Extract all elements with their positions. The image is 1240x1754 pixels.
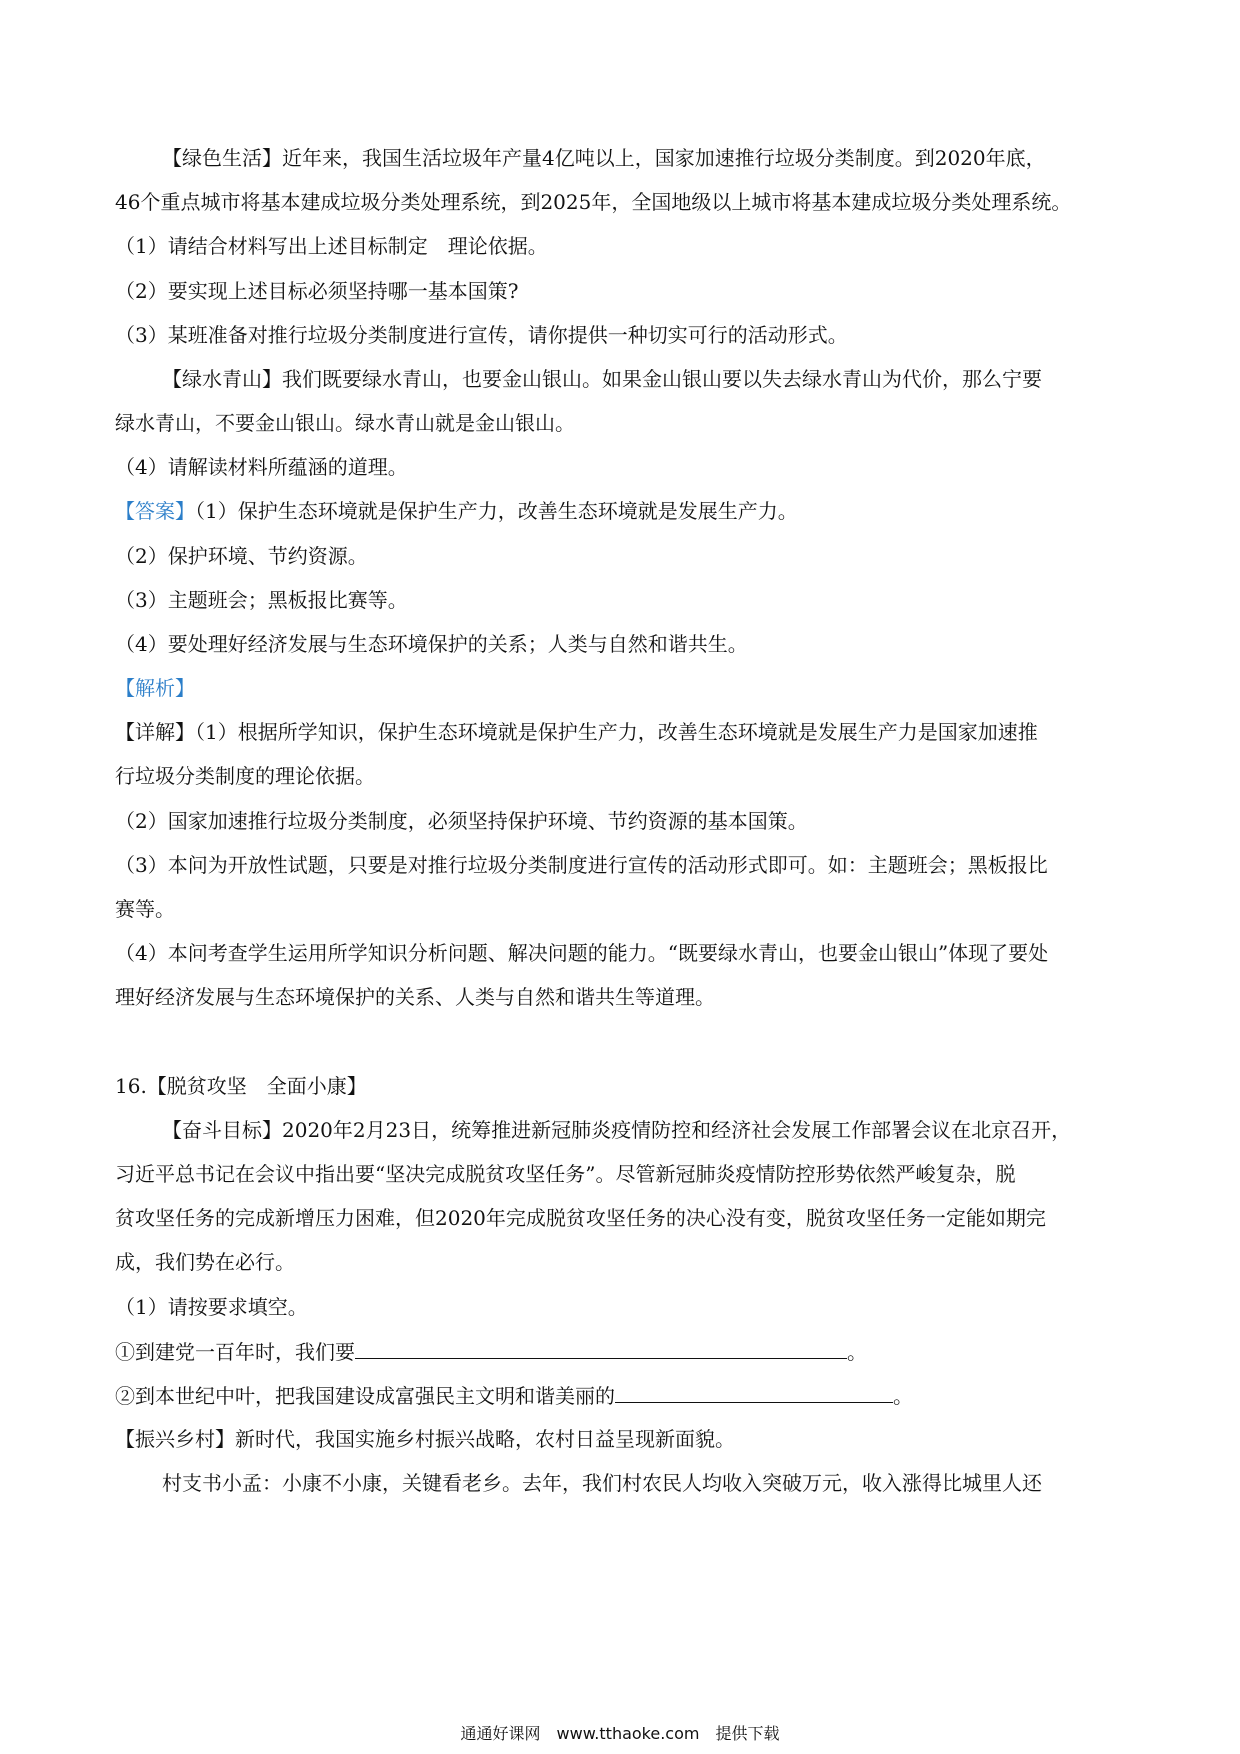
question-3: （3）某班准备对推行垃圾分类制度进行宣传，请你提供一种切实可行的活动形式。 (115, 323, 848, 347)
answer-4: （4）要处理好经济发展与生态环境保护的关系；人类与自然和谐共生。 (115, 632, 748, 656)
fill-1-blank[interactable] (355, 1336, 847, 1359)
detail-3-line-2: 赛等。 (115, 897, 175, 921)
answer-1-text: （1）保护生态环境就是保护生产力，改善生态环境就是发展生产力。 (195, 499, 798, 523)
goal-paragraph-line-4: 成，我们势在必行。 (115, 1250, 295, 1274)
fill-item-1 (115, 1336, 1130, 1367)
green-mountain-paragraph-line-2: 绿水青山，不要金山银山。绿水青山就是金山银山。 (115, 411, 575, 435)
detail-2: （2）国家加速推行垃圾分类制度，必须坚持保护环境、节约资源的基本国策。 (115, 809, 808, 833)
goal-paragraph-line-3: 贫攻坚任务的完成新增压力困难，但2020年完成脱贫攻坚任务的决心没有变，脱贫攻坚任务一定能如期完 (115, 1206, 1046, 1230)
detail-1-line-2: 行垃圾分类制度的理论依据。 (115, 764, 375, 788)
fill-1-prefix: ①到建党一百年时，我们要 (115, 1340, 355, 1364)
answer-line-1 (115, 496, 1130, 526)
green-life-paragraph-line-2: 46个重点城市将基本建成垃圾分类处理系统，到2025年，全国地级以上城市将基本建成垃圾分类处理系统。 (115, 190, 1072, 214)
goal-paragraph-line-1: 【奋斗目标】2020年2月23日，统筹推进新冠肺炎疫情防控和经济社会发展工作部署会议在北京召开， (162, 1118, 1072, 1142)
fill-1-suffix: 。 (847, 1340, 867, 1364)
detail-1-line-1: 【详解】（1）根据所学知识，保护生态环境就是保护生产力，改善生态环境就是发展生产力是国家加速推 (115, 720, 1038, 744)
question-1: （1）请结合材料写出上述目标制定 理论依据。 (115, 234, 548, 258)
answer-2: （2）保护环境、节约资源。 (115, 544, 368, 568)
answer-3: （3）主题班会；黑板报比赛等。 (115, 588, 408, 612)
rural-paragraph-line-1: 【振兴乡村】新时代，我国实施乡村振兴战略，农村日益呈现新面貌。 (115, 1427, 735, 1451)
answer-tag: 【答案】 (115, 499, 195, 523)
green-life-paragraph-line-1: 【绿色生活】近年来，我国生活垃圾年产量4亿吨以上，国家加速推行垃圾分类制度。到2020年底， (162, 146, 1046, 170)
fill-prompt: （1）请按要求填空。 (115, 1295, 308, 1319)
analysis-tag: 【解析】 (115, 676, 195, 700)
question-4: （4）请解读材料所蕴涵的道理。 (115, 455, 408, 479)
question-2: （2）要实现上述目标必须坚持哪一基本国策? (115, 279, 519, 303)
rural-paragraph-line-2: 村支书小孟：小康不小康，关键看老乡。去年，我们村农民人均收入突破万元，收入涨得比城里人还 (162, 1471, 1042, 1495)
fill-2-blank[interactable] (615, 1380, 893, 1403)
question-16-title: 16.【脱贫攻坚 全面小康】 (115, 1074, 367, 1098)
fill-2-prefix: ②到本世纪中叶，把我国建设成富强民主文明和谐美丽的 (115, 1384, 615, 1408)
green-mountain-paragraph-line-1: 【绿水青山】我们既要绿水青山，也要金山银山。如果金山银山要以失去绿水青山为代价，那么宁要 (162, 367, 1042, 391)
goal-paragraph-line-2: 习近平总书记在会议中指出要“坚决完成脱贫攻坚任务”。尽管新冠肺炎疫情防控形势依然严峻复杂，脱 (115, 1162, 1016, 1186)
detail-4-line-2: 理好经济发展与生态环境保护的关系、人类与自然和谐共生等道理。 (115, 985, 715, 1009)
fill-2-suffix: 。 (893, 1384, 913, 1408)
page-footer: 通通好课网 www.tthaoke.com 提供下载 (460, 1724, 780, 1743)
detail-4-line-1: （4）本问考查学生运用所学知识分析问题、解决问题的能力。“既要绿水青山，也要金山银山”体现了要处 (115, 941, 1049, 965)
detail-3-line-1: （3）本问为开放性试题，只要是对推行垃圾分类制度进行宣传的活动形式即可。如：主题班会；黑板报比 (115, 853, 1048, 877)
fill-item-2 (115, 1380, 1130, 1411)
